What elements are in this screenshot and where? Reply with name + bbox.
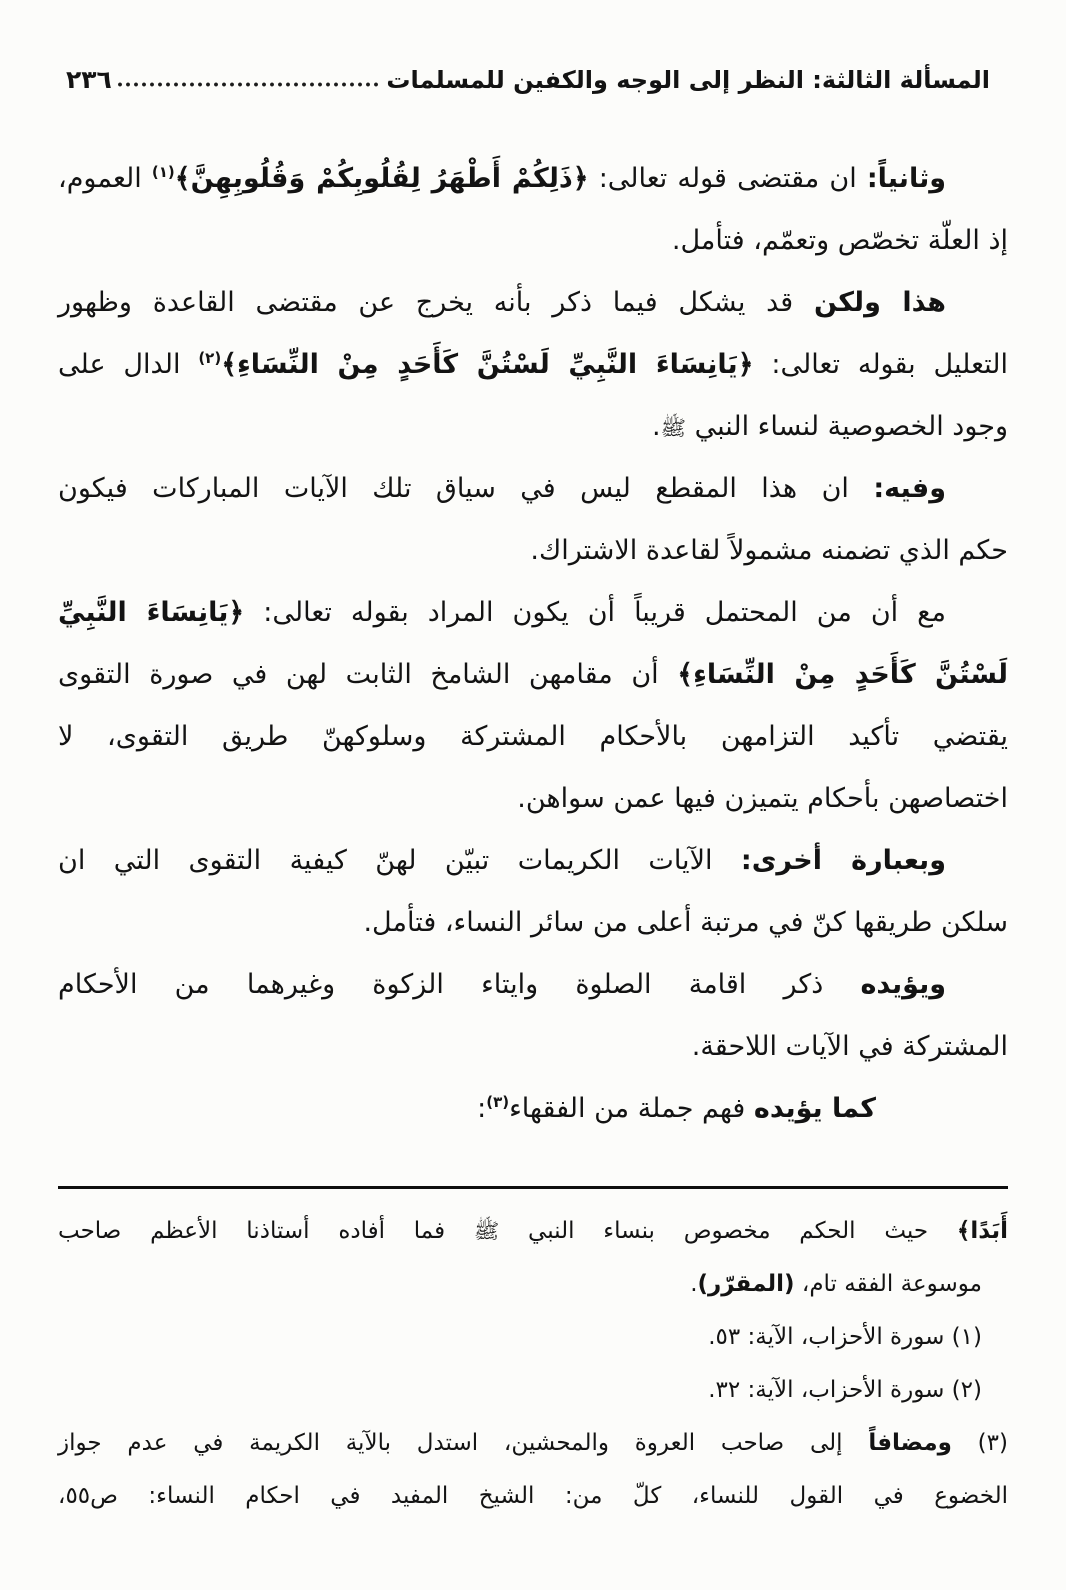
quran-verse: ﴿يَانِسَاءَ النَّبِيِّ لَسْتُنَّ كَأَحَدٍ مِنْ النِّسَاءِ﴾ xyxy=(221,349,754,380)
body-line xyxy=(58,272,1008,334)
body-line xyxy=(58,520,1008,582)
body-run: اختصاصهن بأحكام يتميزن فيها عمن سواهن. xyxy=(517,783,1008,814)
body-run: الدال على xyxy=(58,349,199,380)
dot-leader xyxy=(117,82,382,87)
footnote-run: إلى صاحب العروة والمحشين، استدل بالآية الكريمة في عدم جواز xyxy=(58,1430,869,1456)
body-line xyxy=(58,582,1008,644)
body-line xyxy=(58,396,1008,458)
body-run: الآيات الكريمات تبيّن لهنّ كيفية التقوى التي ان xyxy=(58,845,741,876)
body-run: المشتركة في الآيات اللاحقة. xyxy=(691,1031,1008,1062)
footnote-run: (٢) سورة الأحزاب، الآية: ٣٢. xyxy=(708,1377,982,1403)
footnote-line xyxy=(58,1258,1008,1311)
quran-verse: ﴿ذَلِكُمْ أَطْهَرُ لِقُلُوبِكُمْ وَقُلُوبِهِنَّ﴾ xyxy=(174,163,589,194)
footnote-run: . xyxy=(690,1271,698,1297)
footnote-run: حيث الحكم مخصوص بنساء النبي xyxy=(499,1218,957,1244)
footnote-ref: (٣) xyxy=(486,1093,510,1111)
pbuh-symbol: ﷺ xyxy=(660,416,686,440)
body-line xyxy=(58,1078,1008,1140)
body-run: حكم الذي تضمنه مشمولاً لقاعدة الاشتراك. xyxy=(530,535,1008,566)
quran-verse: ﴿يَانِسَاءَ النَّبِيِّ xyxy=(58,597,245,628)
body-text xyxy=(58,148,1008,1140)
body-line xyxy=(58,706,1008,768)
body-line xyxy=(58,1016,1008,1078)
pbuh-symbol: ﷺ xyxy=(473,1219,500,1243)
footnotes xyxy=(58,1205,1008,1523)
body-line xyxy=(58,334,1008,396)
body-line xyxy=(58,148,1008,210)
body-line xyxy=(58,644,1008,706)
body-run: إذ العلّة تخصّص وتعمّم، فتأمل. xyxy=(671,225,1008,256)
body-run: مع أن من المحتمل قريباً أن يكون المراد بقوله تعالى: xyxy=(244,597,946,628)
body-run: وجود الخصوصية لنساء النبي xyxy=(685,411,1008,442)
footnote-bold: ومضافاً xyxy=(868,1430,952,1456)
body-line xyxy=(58,458,1008,520)
footnote-run: الخضوع في القول للنساء، كلّ من: الشيخ المفيد في احكام النساء: ص٥٥، xyxy=(58,1483,1008,1509)
body-run: أن مقامهن الشامخ الثابت لهن في صورة التقوى xyxy=(58,659,678,690)
body-line xyxy=(58,830,1008,892)
footnote-line xyxy=(58,1470,1008,1523)
footnote-run: موسوعة الفقه تام، xyxy=(794,1271,982,1297)
footnote-line xyxy=(58,1364,1008,1417)
footnote-line xyxy=(58,1417,1008,1470)
body-run: يقتضي تأكيد التزامهن بالأحكام المشتركة وسلوكهنّ طريق التقوى، لا xyxy=(58,721,1008,752)
body-run: . xyxy=(652,411,661,442)
body-run: ذكر اقامة الصلوة وايتاء الزكوة وغيرهما من الأحكام xyxy=(58,969,861,1000)
footnote-line xyxy=(58,1205,1008,1258)
body-run: قد يشكل فيما ذكر بأنه يخرج عن مقتضى القاعدة وظهور xyxy=(58,287,814,318)
running-header xyxy=(58,54,1008,94)
lead-word: هذا ولكن xyxy=(813,287,946,318)
body-line xyxy=(58,768,1008,830)
lead-word: ويؤيده xyxy=(860,969,946,1000)
lead-word: كما يؤيده xyxy=(753,1093,876,1124)
footnote-line xyxy=(58,1311,1008,1364)
body-run: ان مقتضى قوله تعالى: xyxy=(588,163,867,194)
footnote-separator xyxy=(58,1186,1008,1189)
lead-word: وفيه: xyxy=(873,473,946,504)
footnote-run: (١) سورة الأحزاب، الآية: ٥٣. xyxy=(708,1324,982,1350)
body-run: التعليل بقوله تعالى: xyxy=(753,349,1008,380)
footnote-bold: (المقرّر) xyxy=(697,1271,795,1297)
chapter-title: المسألة الثالثة: النظر إلى الوجه والكفين للمسلمات xyxy=(386,66,990,94)
page-number: ٢٣٦ xyxy=(66,65,112,94)
footnote-run: فما أفاده أستاذنا الأعظم صاحب xyxy=(58,1218,474,1244)
body-line xyxy=(58,210,1008,272)
quran-verse: لَسْتُنَّ كَأَحَدٍ مِنْ النِّسَاءِ﴾ xyxy=(677,659,1008,690)
footnote-ref: (٢) xyxy=(198,349,222,367)
body-run: ان هذا المقطع ليس في سياق تلك الآيات المباركات فيكون xyxy=(58,473,874,504)
body-line xyxy=(58,954,1008,1016)
body-run: : xyxy=(477,1093,487,1124)
lead-word: وبعبارة أخرى: xyxy=(740,845,946,876)
lead-word: وثانياً: xyxy=(866,163,946,194)
body-run: فهم جملة من الفقهاء xyxy=(509,1093,754,1124)
footnote-ref: (١) xyxy=(151,163,175,181)
body-run: سلكن طريقها كنّ في مرتبة أعلى من سائر النساء، فتأمل. xyxy=(363,907,1008,938)
quran-verse: أَبَدًا﴾ xyxy=(956,1218,1009,1244)
body-run: العموم، xyxy=(58,163,152,194)
footnote-run: (٣) xyxy=(951,1430,1008,1456)
body-line xyxy=(58,892,1008,954)
